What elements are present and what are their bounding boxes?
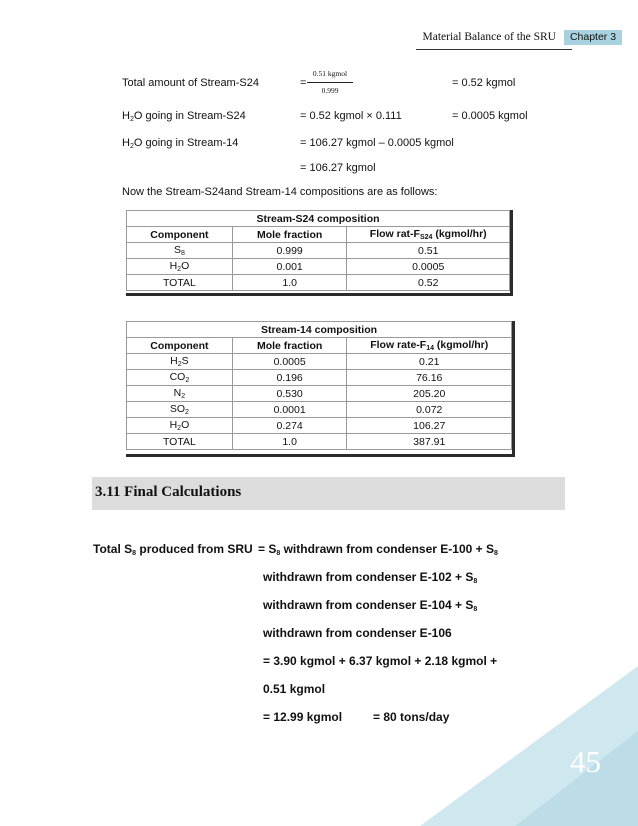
cell-mole-fraction: 0.196 (232, 370, 347, 386)
calc-expr-h2o-14: = 106.27 kgmol – 0.0005 kgmol (300, 137, 454, 149)
cell-flow-rate: 76.16 (347, 370, 512, 386)
calc-result-total-s24: = 0.52 kgmol (452, 77, 516, 89)
cell-component: $CO_2$ (127, 370, 233, 386)
cell-mole-fraction: 0.530 (232, 386, 347, 402)
cell-component: TOTAL (127, 434, 233, 450)
table-caption: Stream-S24 composition (127, 211, 510, 227)
calc-label-h2o-14: $H_2O$ going in Stream-14 (122, 137, 239, 150)
final-calc-line-1-rhs: = $S_8$ withdrawn from condenser $E-100 + S_8$ (258, 542, 498, 557)
cell-flow-rate: 0.21 (347, 354, 512, 370)
cell-mole-fraction: 0.0005 (232, 354, 347, 370)
table-caption: Stream-14 composition (127, 322, 512, 338)
cell-mole-fraction: 0.001 (232, 259, 347, 275)
final-calc-result-tons: = 80 tons/day (373, 710, 450, 724)
calc-label-total-s24: Total amount of Stream-S24 (122, 77, 259, 89)
stream-14-table (126, 321, 512, 450)
calc-result-h2o-s24: = 0.0005 kgmol (452, 110, 528, 122)
stream-s24-table (126, 210, 510, 291)
final-calc-line-2: withdrawn from condenser $E-102 + S_8$ (263, 570, 478, 585)
cell-component: $H_2O$ (127, 259, 233, 275)
calc-label-h2o-s24: $H_2O$ going in Stream-S24 (122, 110, 246, 123)
table-row (127, 402, 512, 418)
cell-mole-fraction: 0.999 (232, 243, 347, 259)
fraction-bar (307, 82, 353, 83)
cell-flow-rate: 205.20 (347, 386, 512, 402)
chapter-badge: Chapter 3 (564, 30, 622, 45)
fraction-denominator: 0.999 (321, 86, 339, 95)
cell-component: $S_8$ (127, 243, 233, 259)
cell-mole-fraction: 1.0 (232, 275, 347, 291)
calc-result-h2o-14: = 106.27 kgmol (300, 162, 376, 174)
table-row (127, 418, 512, 434)
cell-flow-rate: 0.52 (347, 275, 510, 291)
final-calc-line-1: Total $S_8$ produced from SRU (93, 542, 253, 557)
col-header-component: Component (127, 227, 233, 243)
final-calc-line-4: withdrawn from condenser E-106 (263, 626, 452, 640)
table-row (127, 370, 512, 386)
final-calc-line-3: withdrawn from condenser $E-104 + S_8$ (263, 598, 478, 613)
composition-intro: Now the Stream-S24and Stream-14 compositions are as follows: (122, 186, 438, 198)
col-header-flow-rate: Flow rat-$F_{S24}$ (kgmol/hr) (347, 227, 510, 243)
section-heading: 3.11 Final Calculations (95, 484, 242, 500)
col-header-flow-rate: Flow rate-$F_{14}$ (kgmol/hr) (347, 338, 512, 354)
cell-mole-fraction: 0.0001 (232, 402, 347, 418)
calc-expr-h2o-s24: = 0.52 kgmol × 0.111 (300, 110, 402, 122)
col-header-mole-fraction: Mole fraction (232, 227, 347, 243)
header-rule (416, 49, 572, 50)
calc-equals: = (300, 77, 307, 89)
table-row (127, 386, 512, 402)
cell-component: $H_2S$ (127, 354, 233, 370)
cell-component: $N_2$ (127, 386, 233, 402)
cell-flow-rate: 0.0005 (347, 259, 510, 275)
cell-flow-rate: 106.27 (347, 418, 512, 434)
cell-flow-rate: 0.072 (347, 402, 512, 418)
table-row (127, 434, 512, 450)
cell-mole-fraction: 0.274 (232, 418, 347, 434)
final-calc-line-5: = 3.90 kgmol + 6.37 kgmol + 2.18 kgmol + (263, 654, 498, 668)
cell-component: $SO_2$ (127, 402, 233, 418)
fraction-numerator: 0.51 kgmol (312, 69, 348, 78)
page-number: 45 (570, 744, 601, 779)
table-shadow (126, 293, 513, 296)
cell-component: TOTAL (127, 275, 233, 291)
col-header-mole-fraction: Mole fraction (232, 338, 347, 354)
cell-flow-rate: 387.91 (347, 434, 512, 450)
corner-decoration (420, 666, 638, 826)
table-row (127, 275, 510, 291)
header-title: Material Balance of the SRU (422, 31, 556, 43)
table-row (127, 354, 512, 370)
table-row (127, 259, 510, 275)
cell-flow-rate: 0.51 (347, 243, 510, 259)
table-shadow (126, 454, 515, 457)
cell-mole-fraction: 1.0 (232, 434, 347, 450)
table-shadow (510, 210, 513, 296)
table-row (127, 243, 510, 259)
final-calc-result-kgmol: = 12.99 kgmol (263, 710, 343, 724)
col-header-component: Component (127, 338, 233, 354)
final-calc-line-6: 0.51 kgmol (263, 682, 326, 696)
page-header (0, 30, 638, 46)
cell-component: $H_2O$ (127, 418, 233, 434)
table-shadow (512, 321, 515, 457)
